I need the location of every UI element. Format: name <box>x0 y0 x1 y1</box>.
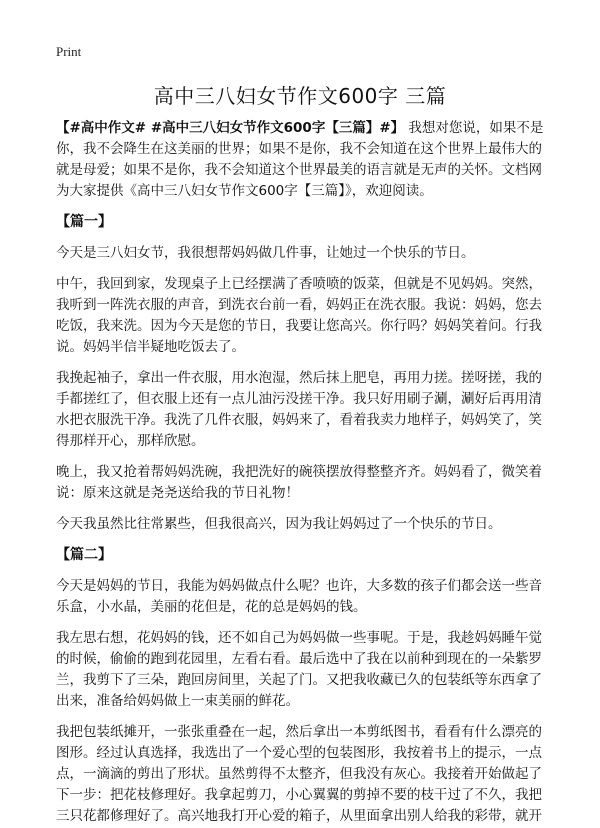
intro-text: 我想对您说，如果不是你，我不会降生在这美丽的世界；如果不是你，我不会知道在这个世界上最伟大的就是母爱；如果不是你，我不会知道这个世界最美的语言就是无声的关怀。文档网为大家提供《高中三八妇女节作文600字【三篇】》，欢迎阅读。 <box>56 120 544 199</box>
intro-tag: 【#高中作文# #高中三八妇女节作文600字【三篇】#】 <box>56 120 405 136</box>
paragraph: 今天是三八妇女节，我很想帮妈妈做几件事，让她过一个快乐的节日。 <box>56 245 475 261</box>
intro-paragraph <box>56 118 552 202</box>
paragraph: 中午，我回到家，发现桌子上已经摆满了香喷喷的饭菜，但就是不见妈妈。突然，我听到一阵洗衣服的声音，到洗衣台前一看，妈妈正在洗衣服。我说：妈妈，您去吃饭，我来洗。因为今天是您的节日，我要让您高兴。你行吗？妈妈笑着问。行我说。妈妈半信半疑地吃饭去了。 <box>56 276 542 355</box>
section-heading-2: 【篇二】 <box>56 547 112 563</box>
paragraph: 晚上，我又抢着帮妈妈洗碗，我把洗好的碗筷摆放得整整齐齐。妈妈看了，微笑着说：原来这就是尧尧送给我的节日礼物！ <box>56 464 542 501</box>
paragraph: 我挽起袖子，拿出一件衣服，用水泡湿，然后抹上肥皂，再用力搓。搓呀搓，我的手都搓红了，但衣服上还有一点儿油污没搓干净。我只好用刷子涮，涮好后再用清水把衣服洗干净。我洗了几件衣服，妈妈来了，看着我卖力地样子，妈妈笑了，笑得那样开心，那样欣慰。 <box>56 370 542 449</box>
paragraph: 今天我虽然比往常累些，但我很高兴，因为我让妈妈过了一个快乐的节日。 <box>56 516 502 532</box>
paragraph: 我把包装纸摊开，一张张重叠在一起，然后拿出一本剪纸图书，看看有什么漂亮的图形。经过认真选择，我选出了一个爱心型的包装图形，我按着书上的提示，一点点，一滴滴的剪出了形状。虽然剪得不太整齐，但我没有灰心。我接着开始做起了下一步：把花枝修理好。我拿起剪刀，小心翼翼的剪掉不要的枝干过了不久，我把三只花都修理好了。高兴地我打开心爱的箱子，从里面拿出别人给我的彩带，就开 <box>56 724 542 824</box>
paragraph: 我左思右想，花妈妈的钱，还不如自己为妈妈做一些事呢。于是，我趁妈妈睡午觉的时候，偷偷的跑到花园里，左看右看。最后选中了我在以前种到现在的一朵紫罗兰，我剪下了三朵，跑回房间里，关起了门。又把我收藏已久的包装纸等东西拿了出来，准备给妈妈做上一束美丽的鲜花。 <box>56 630 542 709</box>
page-title: 高中三八妇女节作文600字 三篇 <box>153 84 447 108</box>
article-body <box>56 118 552 828</box>
paragraph: 今天是妈妈的节日，我能为妈妈做点什么呢？也许，大多数的孩子们都会送一些音乐盒，小水晶，美丽的花但是，花的总是妈妈的钱。 <box>56 578 542 615</box>
print-link[interactable]: Print <box>56 44 82 59</box>
section-heading-1: 【篇一】 <box>56 214 112 230</box>
